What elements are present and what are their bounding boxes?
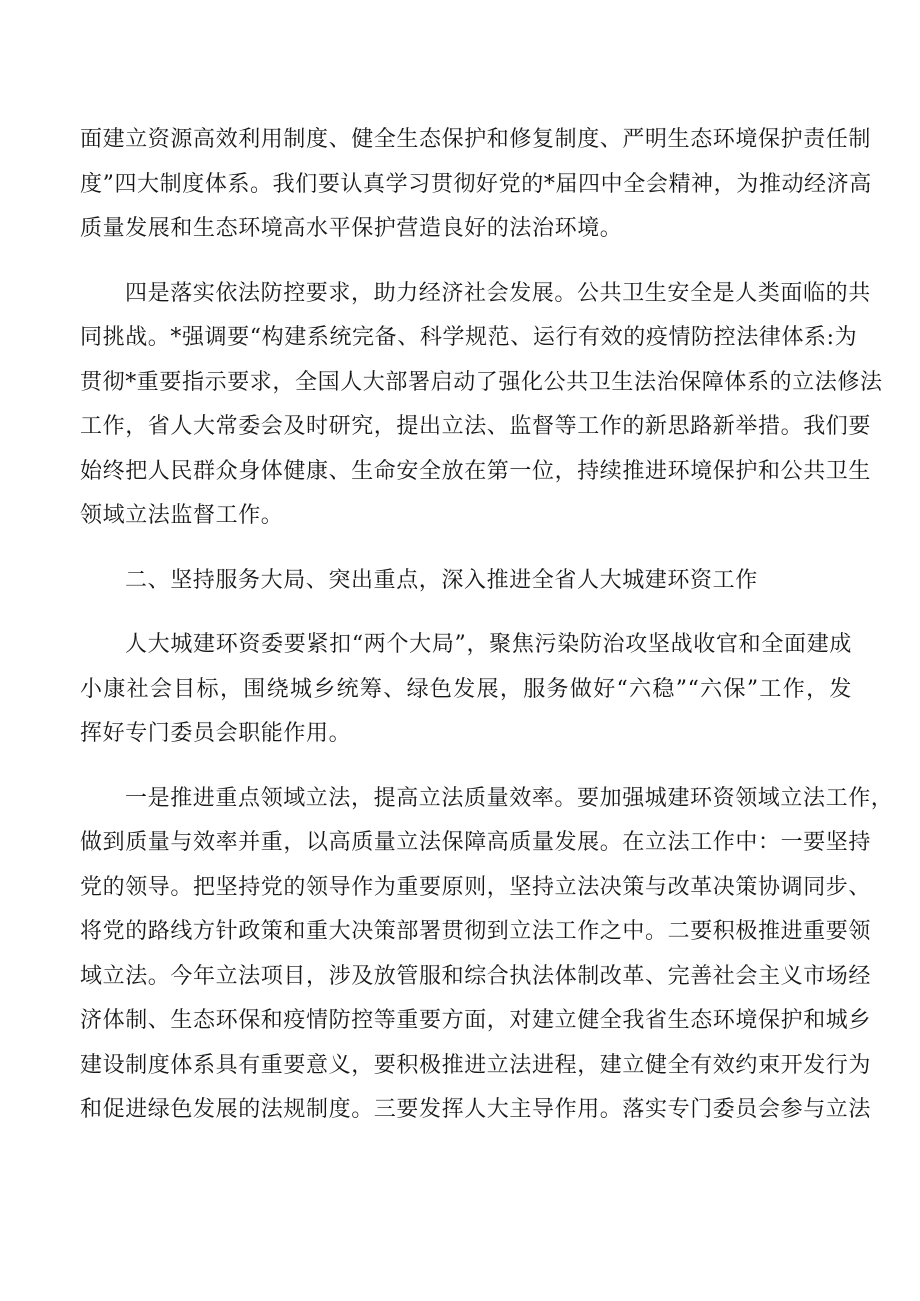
text-line: 质量发展和生态环境高水平保护营造良好的法治环境。 [80, 216, 623, 241]
text-line: 面建立资源高效利用制度、健全生态保护和修复制度、严明生态环境保护责任制 [80, 127, 872, 152]
paragraph-gap [80, 539, 852, 559]
document-body [80, 118, 894, 1133]
text-line: 贯彻*重要指示要求，全国人大部署启动了强化公共卫生法治保障体系的立法修法 [80, 369, 883, 395]
text-line: 将党的路线方针政策和重大决策部署贯彻到立法工作之中。二要积极推进重要领 [80, 919, 872, 944]
text-line: 一是推进重点领域立法，提高立法质量效率。要加强城建环资领域立法工作， [125, 785, 894, 811]
paragraph-1 [80, 118, 872, 252]
paragraph-gap [80, 757, 852, 777]
text-line: 济体制、生态环保和疫情防控等重要方面，对建立健全我省生态环境保护和城乡 [80, 1008, 872, 1033]
paragraph-5 [80, 777, 894, 1133]
text-line: 小康社会目标，围绕城乡统筹、绿色发展，服务做好“六稳”“六保”工作，发 [80, 676, 852, 702]
text-line: 四是落实依法防控要求，助力经济社会发展。公共卫生安全是人类面临的共 [125, 280, 871, 306]
text-line: 和促进绿色发展的法规制度。三要发挥人大主导作用。落实专门委员会参与立法 [80, 1097, 872, 1122]
text-line: 领域立法监督工作。 [80, 503, 284, 528]
paragraph-gap [80, 252, 852, 272]
text-line: 建设制度体系具有重要意义，要积极推进立法进程，建立健全有效约束开发行为 [80, 1052, 872, 1078]
section-heading [80, 559, 852, 604]
text-line: 人大城建环资委要紧扣“两个大局”，聚焦污染防治攻坚战收官和全面建成 [125, 632, 852, 657]
text-line: 始终把人民群众身体健康、生命安全放在第一位，持续推进环境保护和公共卫生 [80, 458, 872, 484]
text-line: 做到质量与效率并重，以高质量立法保障高质量发展。在立法工作中：一要坚持 [80, 830, 872, 855]
text-line: 同挑战。*强调要“构建系统完备、科学规范、运行有效的疫情防控法律体系:为 [80, 325, 858, 350]
paragraph-2 [80, 272, 883, 539]
text-line: 二、坚持服务大局、突出重点，深入推进全省人大城建环资工作 [125, 567, 758, 593]
text-line: 工作，省人大常委会及时研究，提出立法、监督等工作的新思路新举措。我们要 [80, 414, 872, 439]
paragraph-gap [80, 603, 852, 623]
text-line: 域立法。今年立法项目，涉及放管服和综合执法体制改革、完善社会主义市场经 [80, 963, 872, 989]
text-line: 挥好专门委员会职能作用。 [80, 721, 352, 746]
text-line: 度”四大制度体系。我们要认真学习贯彻好党的*届四中全会精神，为推动经济高 [80, 171, 872, 197]
paragraph-4 [80, 623, 852, 757]
text-line: 党的领导。把坚持党的领导作为重要原则，坚持立法决策与改革决策协调同步、 [80, 874, 872, 900]
